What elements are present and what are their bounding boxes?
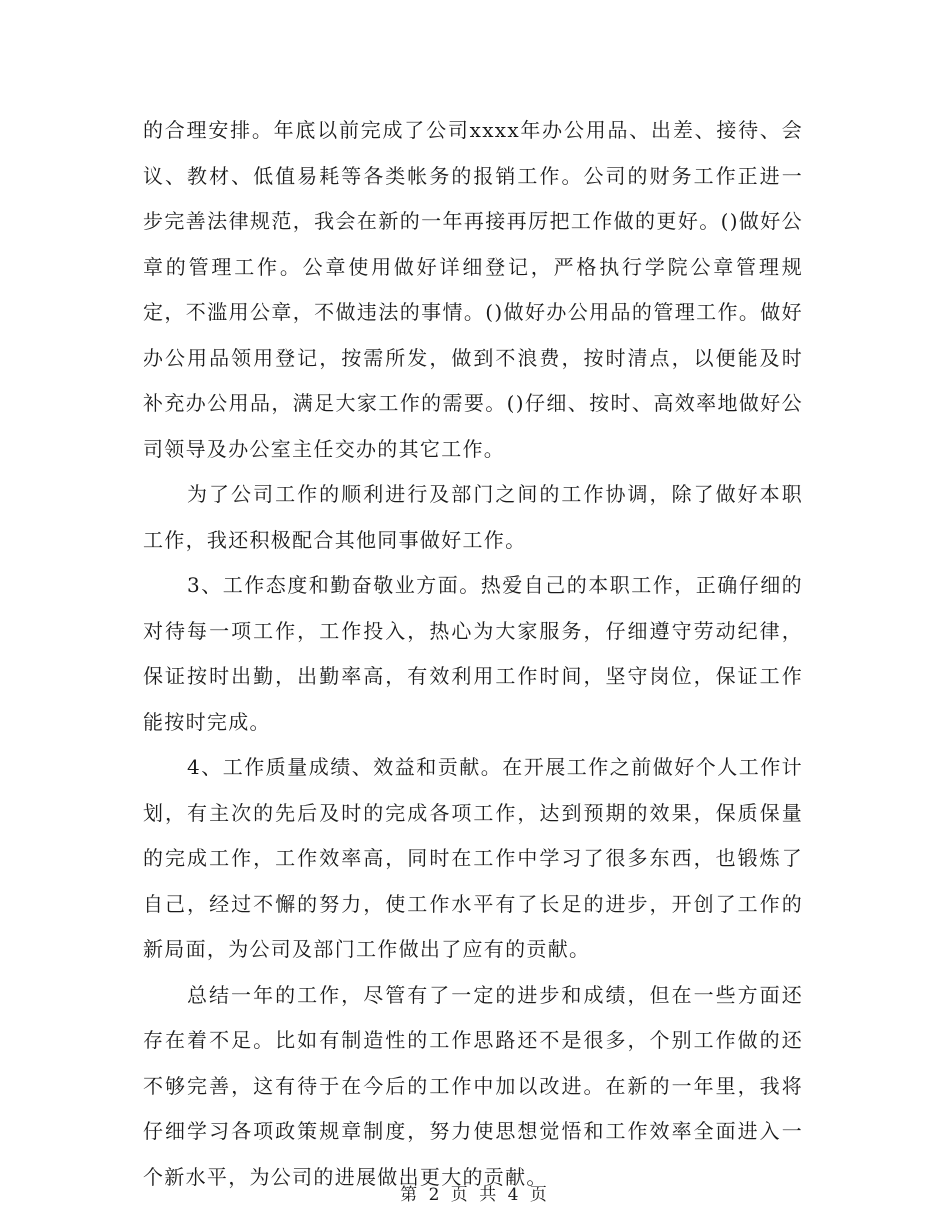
page-number-footer: 第 2 页 共 4 页 bbox=[400, 1185, 550, 1205]
paragraph-cooperation: 为了公司工作的顺利进行及部门之间的工作协调，除了做好本职工作，我还积极配合其他同事做好工作。 bbox=[143, 482, 803, 552]
paragraph-summary: 总结一年的工作，尽管有了一定的进步和成绩，但在一些方面还存在着不足。比如有制造性的工作思路还不是很多，个别工作做的还不够完善，这有待于在今后的工作中加以改进。在新的一年里，我将仔细学习各项政策规章制度，努力使思想觉悟和工作效率全面进入一个新水平，为公司的进展做出更大的贡献。 bbox=[143, 982, 803, 1189]
paragraph-work-quality: 4、工作质量成绩、效益和贡献。在开展工作之前做好个人工作计划，有主次的先后及时的完成各项工作，达到预期的效果，保质保量的完成工作，工作效率高，同时在工作中学习了很多东西，也锻炼了自己，经过不懈的努力，使工作水平有了长足的进步，开创了工作的新局面，为公司及部门工作做出了应有的贡献。 bbox=[143, 755, 803, 961]
document-body bbox=[143, 108, 803, 1200]
paragraph-continued: 的合理安排。年底以前完成了公司xxxx年办公用品、出差、接待、会议、教材、低值易耗等各类帐务的报销工作。公司的财务工作正进一步完善法律规范，我会在新的一年再接再厉把工作做的更好。()做好公章的管理工作。公章使用做好详细登记，严格执行学院公章管理规定，不滥用公章，不做违法的事情。()做好办公用品的管理工作。做好办公用品领用登记，按需所发，做到不浪费，按时清点，以便能及时补充办公用品，满足大家工作的需要。()仔细、按时、高效率地做好公司领导及办公室主任交办的其它工作。 bbox=[143, 118, 803, 461]
paragraph-work-attitude: 3、工作态度和勤奋敬业方面。热爱自己的本职工作，正确仔细的对待每一项工作，工作投入，热心为大家服务，仔细遵守劳动纪律，保证按时出勤，出勤率高，有效利用工作时间，坚守岗位，保证工作能按时完成。 bbox=[143, 573, 803, 734]
